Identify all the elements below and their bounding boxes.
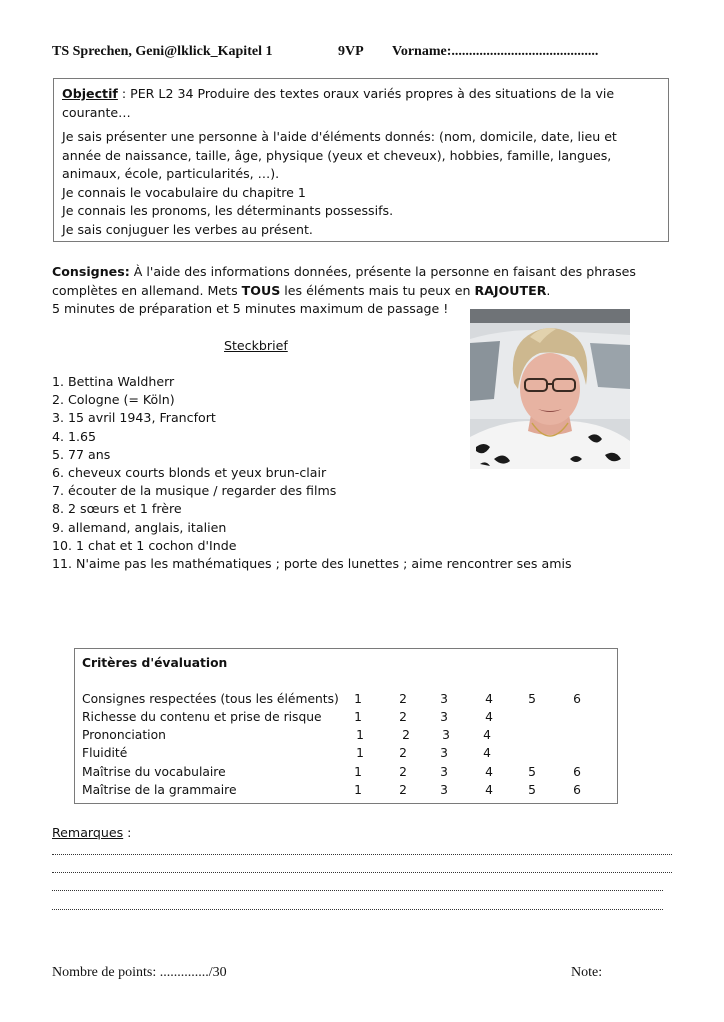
score-option[interactable]: 2 <box>399 692 407 706</box>
objectif-line: Je connais les pronoms, les déterminants possessifs. <box>62 203 394 218</box>
steckbrief-item: 8. 2 sœurs et 1 frère <box>52 501 182 517</box>
criteria-label: Maîtrise du vocabulaire <box>82 765 226 779</box>
points-field[interactable]: Nombre de points: ............../30 <box>52 965 227 980</box>
score-option[interactable]: 3 <box>440 765 448 779</box>
criteria-box <box>74 648 618 804</box>
steckbrief-item: 10. 1 chat et 1 cochon d'Inde <box>52 537 237 553</box>
steckbrief-item: 4. 1.65 <box>52 428 97 444</box>
score-option[interactable]: 6 <box>573 783 581 797</box>
score-option[interactable]: 1 <box>354 692 362 706</box>
objectif-line: Je sais conjuguer les verbes au présent. <box>62 221 313 237</box>
score-option[interactable]: 5 <box>528 765 536 779</box>
remarques-line[interactable] <box>52 854 672 856</box>
objectif-text: : PER L2 34 Produire des textes oraux variés propres à des situations de la vie courante… <box>62 86 615 120</box>
score-option[interactable]: 3 <box>440 783 448 797</box>
consignes-text: À l'aide des informations données, présente la personne en faisant des phrases complètes en allemand. Mets <box>52 264 636 298</box>
steckbrief-item: 6. cheveux courts blonds et yeux brun-clair <box>52 465 327 481</box>
score-option[interactable]: 3 <box>442 728 450 742</box>
criteria-title: Critères d'évaluation <box>82 656 228 670</box>
steckbrief-item: 5. 77 ans <box>52 446 111 462</box>
remarques-suffix: : <box>123 825 132 840</box>
score-option[interactable]: 3 <box>440 746 448 760</box>
steckbrief-list <box>52 373 572 573</box>
consignes-text: les éléments mais tu peux en <box>280 282 475 298</box>
objectif-line: Je sais présenter une personne à l'aide d'éléments donnés: (nom, domicile, date, lieu et année de naissance, taille, âge, physique (yeux et cheveux), hobbies, famille, langues, animaux, école, particularités, …). <box>62 129 617 181</box>
score-option[interactable]: 1 <box>354 765 362 779</box>
criteria-row <box>82 692 612 710</box>
score-option[interactable]: 5 <box>528 783 536 797</box>
class-label: 9VP <box>338 44 364 59</box>
criteria-row <box>82 783 612 801</box>
objectif-line: Je connais le vocabulaire du chapitre 1 <box>62 184 306 200</box>
criteria-label: Consignes respectées (tous les éléments) <box>82 692 339 706</box>
consignes-emphasis: TOUS <box>241 282 281 298</box>
steckbrief-item: 3. 15 avril 1943, Francfort <box>52 410 216 426</box>
remarques-label: Remarques <box>52 825 124 840</box>
criteria-label: Fluidité <box>82 746 128 760</box>
score-option[interactable]: 4 <box>485 765 493 779</box>
criteria-row <box>82 765 612 783</box>
criteria-label: Prononciation <box>82 728 166 742</box>
score-option[interactable]: 2 <box>402 728 410 742</box>
steckbrief-item: 11. N'aime pas les mathématiques ; porte des lunettes ; aime rencontrer ses amis <box>52 556 572 572</box>
score-option[interactable]: 4 <box>483 728 491 742</box>
remarques-line[interactable] <box>52 872 672 874</box>
score-option[interactable]: 2 <box>399 710 407 724</box>
score-option[interactable]: 5 <box>528 692 536 706</box>
vorname-field[interactable] <box>392 44 598 60</box>
score-option[interactable]: 1 <box>354 783 362 797</box>
score-option[interactable]: 4 <box>483 746 491 760</box>
steckbrief-item: 1. Bettina Waldherr <box>52 374 175 389</box>
document-title: TS Sprechen, Geni@lklick_Kapitel 1 <box>52 44 273 59</box>
consignes-label: Consignes: <box>52 264 130 279</box>
steckbrief-title: Steckbrief <box>224 338 288 353</box>
objectif-label: Objectif <box>62 86 118 101</box>
steckbrief-item: 7. écouter de la musique / regarder des films <box>52 483 337 499</box>
remarques-heading <box>52 825 131 840</box>
remarques-line[interactable] <box>52 890 663 892</box>
criteria-row <box>82 710 612 728</box>
steckbrief-item: 2. Cologne (= Köln) <box>52 392 175 408</box>
score-option[interactable]: 4 <box>485 710 493 724</box>
score-option[interactable]: 4 <box>485 692 493 706</box>
score-option[interactable]: 2 <box>399 783 407 797</box>
score-option[interactable]: 4 <box>485 783 493 797</box>
criteria-label: Maîtrise de la grammaire <box>82 783 237 797</box>
note-label: Note: <box>571 965 603 980</box>
objectif-box <box>53 78 669 242</box>
consignes-emphasis: RAJOUTER <box>474 282 547 298</box>
score-option[interactable]: 2 <box>399 765 407 779</box>
score-option[interactable]: 1 <box>356 728 364 742</box>
score-option[interactable]: 3 <box>440 710 448 724</box>
score-option[interactable]: 6 <box>573 765 581 779</box>
consignes-time: 5 minutes de préparation et 5 minutes maximum de passage ! <box>52 301 449 316</box>
vorname-label: Vorname: <box>392 44 452 59</box>
consignes-text: . <box>546 282 551 298</box>
score-option[interactable]: 1 <box>356 746 364 760</box>
steckbrief-item: 9. allemand, anglais, italien <box>52 519 227 535</box>
score-option[interactable]: 2 <box>399 746 407 760</box>
consignes-paragraph <box>52 263 672 300</box>
criteria-label: Richesse du contenu et prise de risque <box>82 710 322 724</box>
objectif-paragraph <box>62 85 660 122</box>
remarques-line[interactable] <box>52 909 663 911</box>
criteria-row <box>82 728 612 746</box>
vorname-dots: .......................................... <box>451 44 599 59</box>
criteria-row <box>82 746 612 764</box>
score-option[interactable]: 1 <box>354 710 362 724</box>
score-option[interactable]: 6 <box>573 692 581 706</box>
score-option[interactable]: 3 <box>440 692 448 706</box>
